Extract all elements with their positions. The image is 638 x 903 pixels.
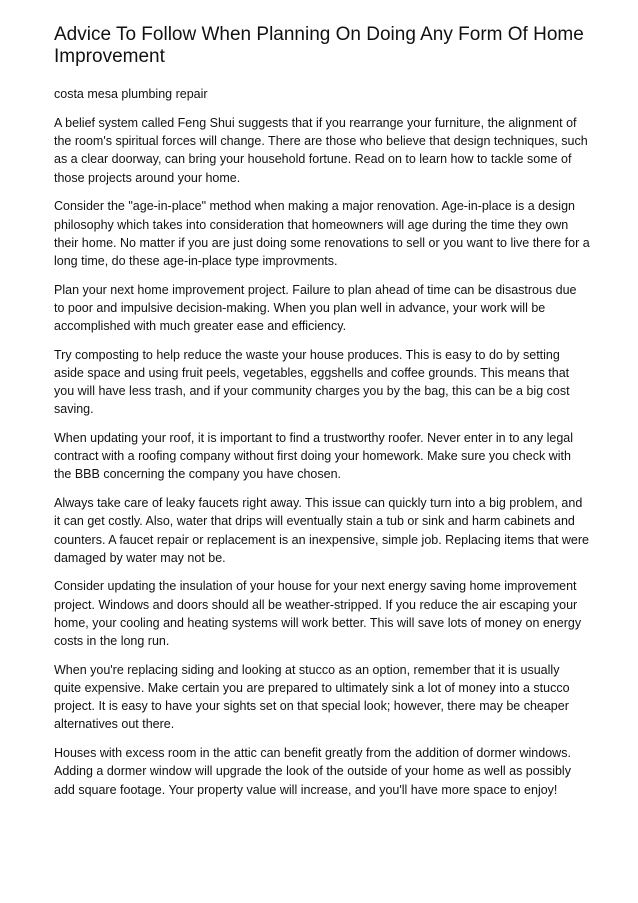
document-title: Advice To Follow When Planning On Doing Any Form Of Home Improvement (54, 24, 584, 67)
paragraph-plan-project: Plan your next home improvement project. Failure to plan ahead of time can be disastrous due to poor and impulsive decision-making. When you plan well in advance, your work will be accomplished with much greater ease and efficiency. (54, 282, 577, 334)
paragraph-roofer: When updating your roof, it is important to find a trustworthy roofer. Never enter in to any legal contract with a roofing company without first doing your homework. Make sure you check with the BBB concerning the company you have chosen. (54, 431, 574, 482)
paragraph-leaky-faucets: Always take care of leaky faucets right away. This issue can quickly turn into a big problem, and it can get costly. Also, water that drips will eventually stain a tub or sink and harm cabinets and counters. A faucet repair or replacement is an inexpensive, simple job. Replacing items that were damaged by water may not be. (54, 496, 589, 565)
paragraph-stucco: When you're replacing siding and looking at stucco as an option, remember that it is usually quite expensive. Make certain you are prepared to ultimately sink a lot of money into a stucco project. It is easy to have your sights set on that special look; however, there may be cheaper alternatives out there. (54, 662, 570, 732)
paragraph-dormer-windows: Houses with excess room in the attic can benefit greatly from the addition of dormer windows. Adding a dormer window will upgrade the look of the outside of your home as well as possibly add square footage. Your property value will increase, and you'll have more space to enjoy! (54, 746, 571, 797)
paragraph-age-in-place: Consider the "age-in-place" method when making a major renovation. Age-in-place is a design philosophy which takes into consideration that homeowners will age during the time they own their home. No matter if you are just doing some renovations to sell or you want to live there for a long time, do these age-in-place type improvments. (54, 199, 590, 268)
document-page (54, 24, 590, 809)
paragraph-feng-shui: A belief system called Feng Shui suggests that if you rearrange your furniture, the alignment of the room's spiritual forces will change. There are those who believe that design techniques, such as a clear doorway, can bring your household fortune. Read on to learn how to tackle some of those projects around your home. (54, 116, 588, 185)
paragraph-insulation: Consider updating the insulation of your house for your next energy saving home improvement project. Windows and doors should all be weather-stripped. If you reduce the air escaping your home, your cooling and heating systems will work better. This will save lots of money on energy costs in the long run. (54, 579, 582, 649)
document-subtitle: costa mesa plumbing repair (54, 87, 208, 101)
paragraph-composting: Try composting to help reduce the waste your house produces. This is easy to do by setting aside space and using fruit peels, vegetables, eggshells and coffee grounds. This means that you will have less trash, and if your community charges you by the bag, this can be a big cost saving. (54, 347, 570, 417)
